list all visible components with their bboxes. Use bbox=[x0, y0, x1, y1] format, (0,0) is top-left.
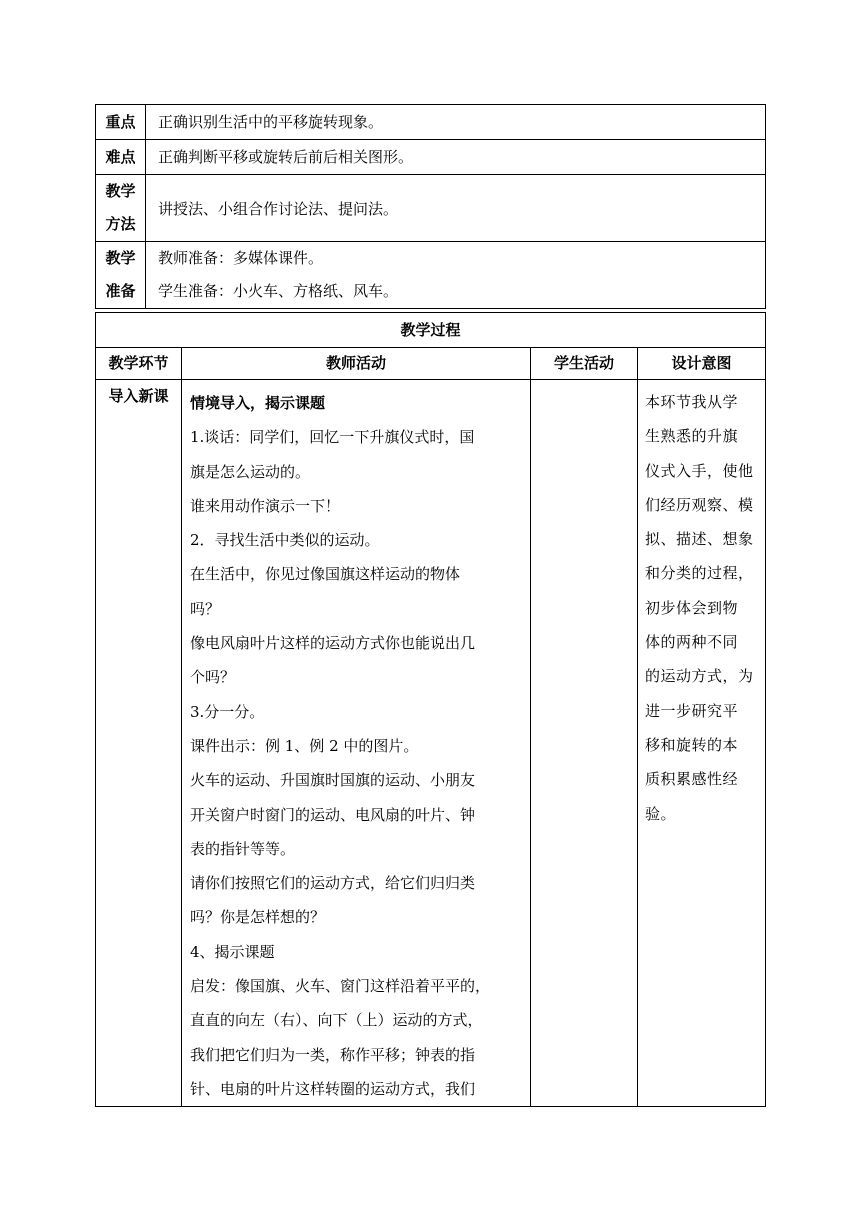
intent-line: 的运动方式，为 bbox=[645, 667, 754, 686]
teacher-heading: 情境导入，揭示课题 bbox=[190, 394, 326, 412]
teacher-line: 旗是怎么运动的。 bbox=[190, 462, 311, 481]
process-header-row bbox=[96, 348, 766, 380]
teacher-line: 1.谈话：同学们，回忆一下升旗仪式时，国 bbox=[190, 428, 475, 447]
teacher-line: 谁来用动作演示一下！ bbox=[190, 496, 341, 515]
teacher-line: 开关窗户时窗门的运动、电风扇的叶片、钟 bbox=[190, 805, 476, 824]
teacher-line: 4、揭示课题 bbox=[190, 942, 275, 961]
teacher-line: 2．寻找生活中类似的运动。 bbox=[190, 531, 380, 550]
teacher-line: 在生活中，你见过像国旗这样运动的物体 bbox=[190, 565, 461, 584]
teacher-activity-cell bbox=[182, 380, 531, 1107]
preparation-label-line: 准备 bbox=[105, 282, 136, 300]
info-row-difficulty bbox=[96, 140, 766, 175]
process-body-row bbox=[96, 380, 766, 1107]
teacher-line: 直直的向左（右）、向下（上）运动的方式， bbox=[190, 1011, 483, 1030]
lesson-info-table bbox=[95, 104, 766, 309]
method-label-line: 方法 bbox=[105, 215, 136, 233]
difficulty-label: 难点 bbox=[96, 140, 146, 175]
header-phase: 教学环节 bbox=[96, 348, 182, 380]
preparation-line: 学生准备：小火车、方格纸、风车。 bbox=[158, 282, 399, 300]
header-design-intent: 设计意图 bbox=[638, 348, 766, 380]
key-point-content: 正确识别生活中的平移旋转现象。 bbox=[146, 105, 766, 140]
design-intent-cell bbox=[638, 380, 766, 1107]
teacher-line: 3.分一分。 bbox=[190, 702, 265, 721]
teacher-line: 吗？你是怎样想的？ bbox=[190, 908, 326, 927]
preparation-label bbox=[96, 242, 146, 309]
teacher-lines bbox=[190, 420, 522, 1106]
teacher-line: 像电风扇叶片这样的运动方式你也能说出几 bbox=[190, 634, 476, 653]
teacher-line: 火车的运动、升国旗时国旗的运动、小朋友 bbox=[190, 771, 476, 790]
info-row-preparation bbox=[96, 242, 766, 309]
method-label-line: 教学 bbox=[105, 182, 136, 200]
intent-line: 验。 bbox=[645, 804, 677, 823]
intent-line: 移和旋转的本 bbox=[645, 735, 739, 754]
difficulty-content: 正确判断平移或旋转后前后相关图形。 bbox=[146, 140, 766, 175]
intent-line: 生熟悉的升旗 bbox=[645, 427, 739, 446]
method-label bbox=[96, 175, 146, 242]
preparation-line: 教师准备：多媒体课件。 bbox=[158, 249, 324, 267]
teacher-line: 请你们按照它们的运动方式，给它们归归类 bbox=[190, 874, 476, 893]
intent-line: 仪式入手，使他 bbox=[645, 461, 754, 480]
process-title: 教学过程 bbox=[96, 313, 766, 348]
teacher-line: 针、电扇的叶片这样转圈的运动方式，我们 bbox=[190, 1079, 476, 1098]
teacher-line: 个吗？ bbox=[190, 668, 236, 687]
preparation-content bbox=[146, 242, 766, 309]
intent-line: 拟、描述、想象 bbox=[645, 530, 754, 549]
intent-line: 们经历观察、模 bbox=[645, 495, 754, 514]
student-activity-cell bbox=[531, 380, 638, 1107]
header-student-activity: 学生活动 bbox=[531, 348, 638, 380]
process-title-row bbox=[96, 313, 766, 348]
teacher-line: 吗？ bbox=[190, 599, 221, 618]
teaching-process-table bbox=[95, 312, 766, 1107]
key-point-label: 重点 bbox=[96, 105, 146, 140]
teacher-line: 我们把它们归为一类，称作平移；钟表的指 bbox=[190, 1045, 476, 1064]
intent-line: 体的两种不同 bbox=[645, 633, 739, 652]
intent-line: 和分类的过程， bbox=[645, 564, 754, 583]
intent-line: 本环节我从学 bbox=[645, 393, 739, 411]
intent-line: 进一步研究平 bbox=[645, 701, 739, 720]
teacher-line: 表的指针等等。 bbox=[190, 839, 296, 858]
intent-line: 初步体会到物 bbox=[645, 598, 739, 617]
info-row-key-point bbox=[96, 105, 766, 140]
header-teacher-activity: 教师活动 bbox=[182, 348, 531, 380]
phase-cell: 导入新课 bbox=[96, 380, 182, 1107]
intent-lines bbox=[645, 385, 759, 831]
info-row-method bbox=[96, 175, 766, 242]
intent-line: 质积累感性经 bbox=[645, 770, 739, 789]
teacher-line: 启发：像国旗、火车、窗门这样沿着平平的， bbox=[190, 977, 491, 996]
preparation-label-line: 教学 bbox=[105, 249, 136, 267]
teacher-line: 课件出示：例 1、例 2 中的图片。 bbox=[190, 736, 419, 755]
method-content: 讲授法、小组合作讨论法、提问法。 bbox=[146, 175, 766, 242]
